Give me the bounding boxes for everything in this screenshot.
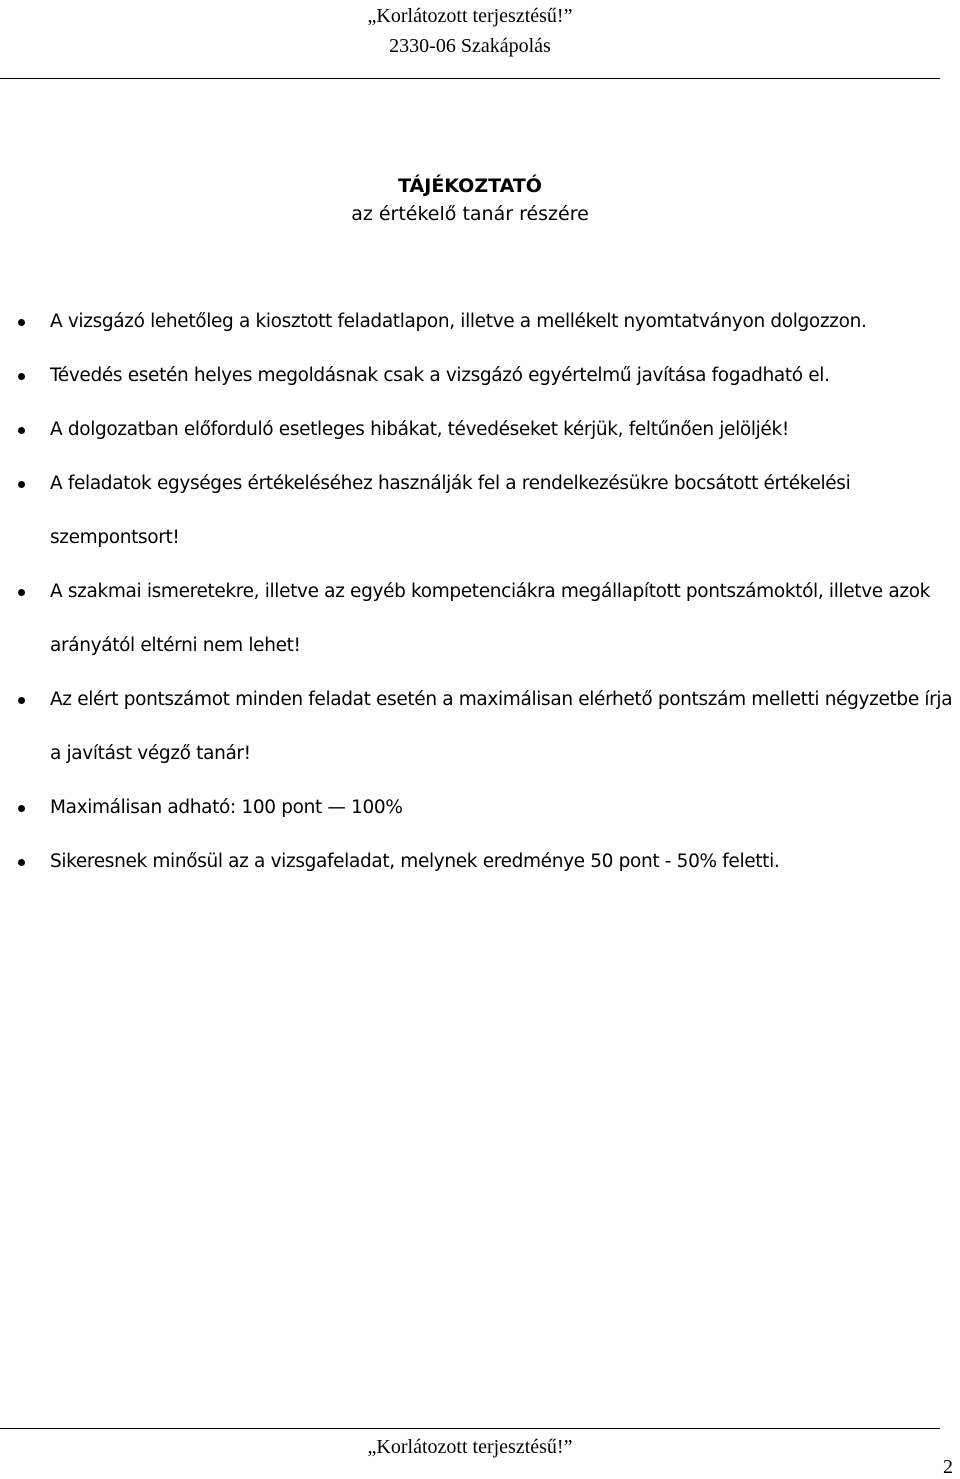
- list-item-text: Tévedés esetén helyes megoldásnak csak a vizsgázó egyértelmű javítása fogadható el.: [50, 365, 830, 386]
- header-divider: [0, 78, 940, 79]
- footer-restriction-notice: „Korlátozott terjesztésű!”: [367, 1436, 573, 1458]
- footer-divider: [0, 1428, 940, 1429]
- bullet-icon: [18, 697, 25, 704]
- document-subtitle: az értékelő tanár részére: [351, 203, 589, 225]
- list-item-text: A dolgozatban előforduló esetleges hibákat, tévedéseket kérjük, feltűnően jelöljék!: [50, 419, 789, 440]
- list-item-text: A vizsgázó lehetőleg a kiosztott feladatlapon, illetve a mellékelt nyomtatványon dolgozzon.: [50, 311, 867, 332]
- bullet-icon: [18, 859, 25, 866]
- header-restriction-notice: „Korlátozott terjesztésű!”: [367, 5, 573, 27]
- header-subject-title: 2330-06 Szakápolás: [389, 35, 551, 57]
- document-title: TÁJÉKOZTATÓ: [398, 175, 542, 197]
- page-number: 2: [943, 1456, 953, 1478]
- list-item-text: Maximálisan adható: 100 pont — 100%: [50, 797, 403, 818]
- list-item-text: A szakmai ismeretekre, illetve az egyéb kompetenciákra megállapított pontszámoktól, illetve azok arányától eltérni nem lehet!: [50, 581, 931, 656]
- bullet-icon: [18, 481, 25, 488]
- bullet-icon: [18, 319, 25, 326]
- bullet-icon: [18, 805, 25, 812]
- list-item-text: Az elért pontszámot minden feladat esetén a maximálisan elérhető pontszám melletti négyzetbe írja a javítást végző tanár!: [50, 689, 953, 764]
- bullet-icon: [18, 589, 25, 596]
- list-item-text: Sikeresnek minősül az a vizsgafeladat, melynek eredménye 50 pont - 50% feletti.: [50, 851, 780, 872]
- bullet-icon: [18, 373, 25, 380]
- list-item-text: A feladatok egységes értékeléséhez használják fel a rendelkezésükre bocsátott értékelési szempontsort!: [50, 473, 851, 548]
- bullet-icon: [18, 427, 25, 434]
